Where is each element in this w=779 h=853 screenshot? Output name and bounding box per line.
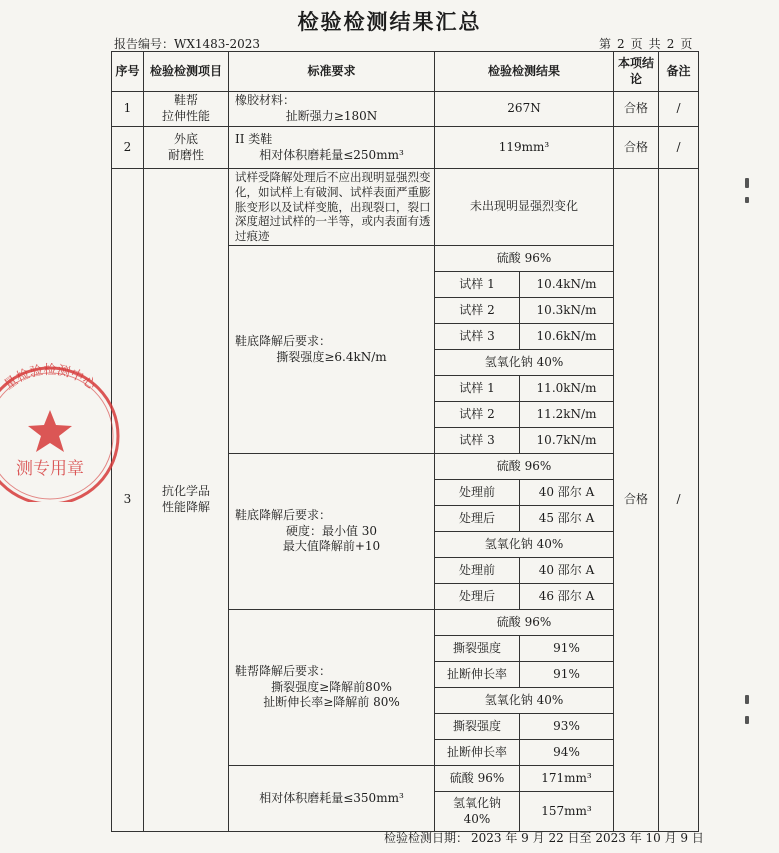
row1-req-line1: 橡胶材料： xyxy=(235,93,296,108)
hardness-acid-after-label: 处理后 xyxy=(435,506,520,532)
abrasion-alkali-label-line1: 氢氧化钠 xyxy=(452,795,501,810)
hardness-alkali-before-label: 处理前 xyxy=(435,558,520,584)
row2-req-line1: II 类鞋 xyxy=(235,131,273,146)
upper-acid-tear-label: 撕裂强度 xyxy=(435,636,520,662)
table-row xyxy=(112,127,699,169)
row3-remark: / xyxy=(659,169,699,832)
upper-acid-tear-value: 91% xyxy=(520,636,614,662)
tear-acid-sample3-value: 10.6kN/m xyxy=(520,324,614,350)
row1-result: 267N xyxy=(435,92,614,127)
hardness-requirement xyxy=(229,454,435,610)
row2-item xyxy=(144,127,229,169)
row2-item-line1: 外底 xyxy=(173,131,198,146)
binder-mark-4 xyxy=(745,716,749,724)
test-date-value: 2023 年 9 月 22 日至 2023 年 10 月 9 日 xyxy=(471,831,704,845)
upper-requirement xyxy=(229,610,435,766)
row2-result: 119mm³ xyxy=(435,127,614,169)
seal-text-bottom: 测专用章 xyxy=(16,459,84,479)
tear-acid-sample2-value: 10.3kN/m xyxy=(520,298,614,324)
row2-requirement xyxy=(229,127,435,169)
abrasion-alkali-label xyxy=(435,792,520,832)
hardness-alkali-before-value: 40 邵尔 A xyxy=(520,558,614,584)
tear-req-line1: 鞋底降解后要求： xyxy=(235,333,332,348)
row1-req-line2: 扯断强力≥180N xyxy=(285,109,378,123)
hardness-req-line3: 最大值降解前+10 xyxy=(282,539,381,554)
row2-no: 2 xyxy=(112,127,144,169)
abrasion-alkali-value: 157mm³ xyxy=(520,792,614,832)
tear-group-acid: 硫酸 96% xyxy=(435,246,614,272)
row1-requirement xyxy=(229,92,435,127)
tear-alkali-sample2-label: 试样 2 xyxy=(435,402,520,428)
upper-group-acid: 硫酸 96% xyxy=(435,610,614,636)
hardness-acid-before-label: 处理前 xyxy=(435,480,520,506)
tear-acid-sample3-label: 试样 3 xyxy=(435,324,520,350)
page-label-a: 第 xyxy=(599,37,612,51)
upper-acid-elong-label: 扯断伸长率 xyxy=(435,662,520,688)
row1-no: 1 xyxy=(112,92,144,127)
table-row xyxy=(112,169,699,246)
upper-alkali-tear-label: 撕裂强度 xyxy=(435,714,520,740)
tear-alkali-sample2-value: 11.2kN/m xyxy=(520,402,614,428)
tear-acid-sample2-label: 试样 2 xyxy=(435,298,520,324)
row3-item-line1: 抗化学品 xyxy=(161,484,210,499)
page-label-d: 页 xyxy=(680,37,693,51)
page-indicator xyxy=(596,35,695,52)
row1-item-line1: 鞋帮 xyxy=(173,93,198,108)
upper-req-line2: 撕裂强度≥降解前80% xyxy=(271,679,392,694)
row1-item-line2: 拉伸性能 xyxy=(161,109,210,123)
row2-conclusion: 合格 xyxy=(614,127,659,169)
abrasion-acid-label: 硫酸 96% xyxy=(435,766,520,792)
hardness-alkali-after-label: 处理后 xyxy=(435,584,520,610)
upper-alkali-elong-value: 94% xyxy=(520,740,614,766)
upper-req-line1: 鞋帮降解后要求： xyxy=(235,664,332,679)
row2-remark: / xyxy=(659,127,699,169)
abrasion-requirement: 相对体积磨耗量≤350mm³ xyxy=(229,766,435,832)
upper-alkali-tear-value: 93% xyxy=(520,714,614,740)
page-label-c: 共 xyxy=(648,37,661,51)
tear-acid-sample1-label: 试样 1 xyxy=(435,272,520,298)
hardness-group-acid: 硫酸 96% xyxy=(435,454,614,480)
tear-alkali-sample3-label: 试样 3 xyxy=(435,428,520,454)
col-header-remark: 备注 xyxy=(659,52,699,92)
hardness-acid-after-value: 45 邵尔 A xyxy=(520,506,614,532)
tear-group-alkali: 氢氧化钠 40% xyxy=(435,350,614,376)
upper-acid-elong-value: 91% xyxy=(520,662,614,688)
abrasion-acid-value: 171mm³ xyxy=(520,766,614,792)
col-header-requirement: 标准要求 xyxy=(229,52,435,92)
row1-item xyxy=(144,92,229,127)
col-header-result: 检验检测结果 xyxy=(435,52,614,92)
tear-requirement xyxy=(229,246,435,454)
binder-mark-1 xyxy=(745,178,749,188)
binder-mark-3 xyxy=(745,695,749,704)
upper-alkali-elong-label: 扯断伸长率 xyxy=(435,740,520,766)
page-total: 2 xyxy=(666,37,675,51)
page-current: 2 xyxy=(617,37,625,51)
hardness-alkali-after-value: 46 邵尔 A xyxy=(520,584,614,610)
row1-remark: / xyxy=(659,92,699,127)
abrasion-alkali-label-line2: 40% xyxy=(463,811,491,826)
table-row xyxy=(112,92,699,127)
row3-conclusion: 合格 xyxy=(614,169,659,832)
tear-alkali-sample1-label: 试样 1 xyxy=(435,376,520,402)
hardness-group-alkali: 氢氧化钠 40% xyxy=(435,532,614,558)
upper-req-line3: 扯断伸长率≥降解前 80% xyxy=(263,695,400,710)
table-header-row xyxy=(112,52,699,92)
document-title: 检验检测结果汇总 xyxy=(297,10,482,34)
report-number: 报告编号：WX1483-2023 xyxy=(114,37,261,51)
seal-star-icon xyxy=(28,410,72,452)
row2-item-line2: 耐磨性 xyxy=(167,147,204,162)
appearance-result: 未出现明显强烈变化 xyxy=(435,169,614,246)
hardness-req-line1: 鞋底降解后要求： xyxy=(235,508,332,523)
col-header-item: 检验检测项目 xyxy=(144,52,229,92)
row3-no: 3 xyxy=(112,169,144,832)
seal-text-top: 量检验检测中心 xyxy=(1,363,99,393)
tear-alkali-sample1-value: 11.0kN/m xyxy=(520,376,614,402)
appearance-requirement: 试样受降解处理后不应出现明显强烈变化，如试样上有破洞、试样表面严重膨胀变形以及试样变脆，出现裂口，裂口深度超过试样的一半等，或内表面有透过痕迹 xyxy=(229,169,435,246)
row3-item-line2: 性能降解 xyxy=(161,500,210,514)
hardness-req-line2: 硬度：最小值 30 xyxy=(285,523,378,538)
results-table xyxy=(111,51,699,832)
test-date xyxy=(384,829,707,846)
tear-acid-sample1-value: 10.4kN/m xyxy=(520,272,614,298)
page-label-b: 页 xyxy=(630,37,643,51)
tear-alkali-sample3-value: 10.7kN/m xyxy=(520,428,614,454)
tear-req-line2: 撕裂强度≥6.4kN/m xyxy=(276,349,387,364)
col-header-conclusion: 本项结论 xyxy=(614,52,659,92)
col-header-no: 序号 xyxy=(112,52,144,92)
row3-item xyxy=(144,169,229,832)
binder-mark-2 xyxy=(745,197,749,203)
row1-conclusion: 合格 xyxy=(614,92,659,127)
hardness-acid-before-value: 40 邵尔 A xyxy=(520,480,614,506)
upper-group-alkali: 氢氧化钠 40% xyxy=(435,688,614,714)
test-date-label: 检验检测日期： xyxy=(384,831,469,845)
row2-req-line2: 相对体积磨耗量≤250mm³ xyxy=(259,147,404,162)
